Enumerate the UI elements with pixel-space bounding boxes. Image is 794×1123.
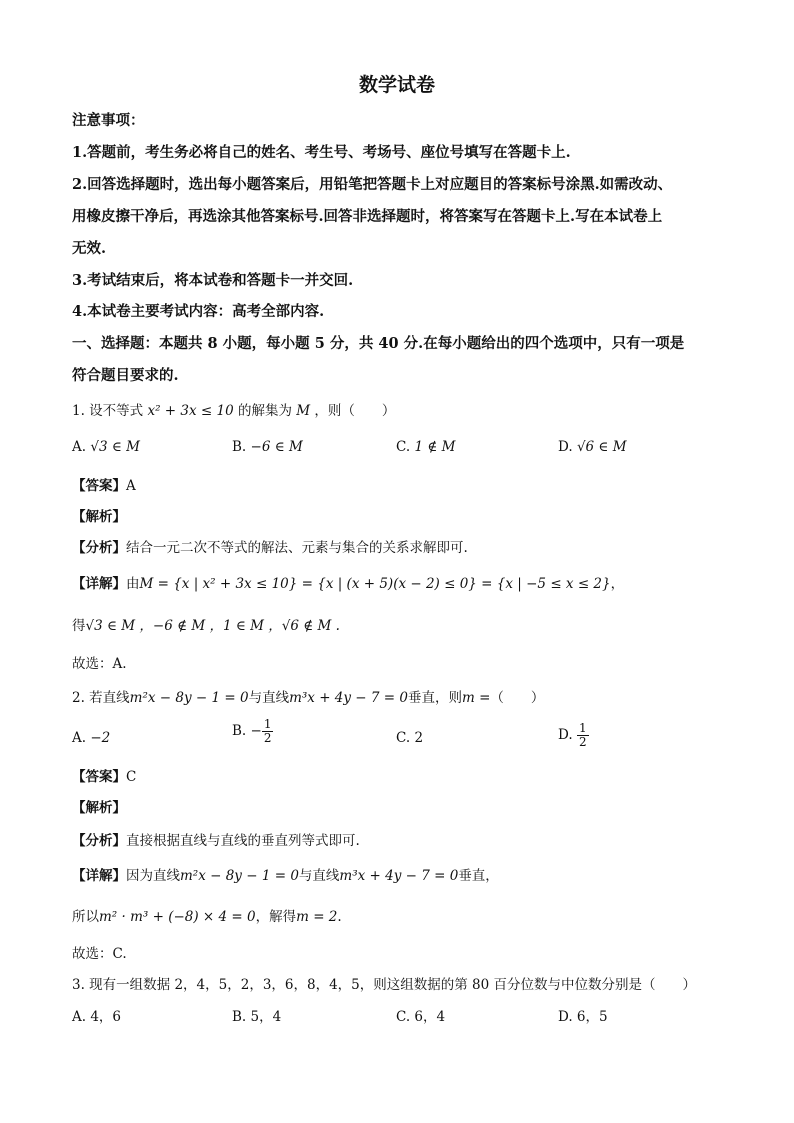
q1-inequality: x² + 3x ≤ 10 bbox=[147, 403, 234, 419]
q1-set-name: M bbox=[296, 403, 311, 419]
q1-option-a bbox=[72, 439, 140, 455]
notice-item-3: 3.考试结束后，将本试卷和答题卡一并交回. bbox=[72, 272, 354, 289]
option-text: −6 ∈ M bbox=[250, 439, 303, 455]
option-text: 1 ∉ M bbox=[414, 439, 456, 455]
detail-mid: 与直线 bbox=[298, 868, 340, 884]
option-label: B. bbox=[232, 439, 247, 455]
q1-fenxi bbox=[72, 536, 468, 556]
option-label: C. bbox=[396, 439, 411, 455]
q3-option-b: B. 5，4 bbox=[232, 1009, 282, 1025]
q2-line2: m³x + 4y − 7 = 0 bbox=[289, 690, 408, 706]
option-label: A. bbox=[72, 730, 87, 746]
answer-label: 【答案】 bbox=[72, 478, 126, 494]
q2-answer bbox=[72, 765, 136, 785]
q3-option-c: C. 6，4 bbox=[396, 1009, 446, 1025]
q3-option-a: A. 4，6 bbox=[72, 1009, 122, 1025]
q2-var: m = bbox=[461, 690, 491, 706]
q2-stem-suffix: （ ） bbox=[490, 690, 545, 706]
so-prefix: 所以 bbox=[72, 909, 99, 925]
option-text: √3 ∈ M bbox=[90, 439, 140, 455]
detail-math: M = {x | x² + 3x ≤ 10} = {x | (x + 5)(x − 2) ≤ 0} = {x | −5 ≤ x ≤ 2} bbox=[139, 576, 611, 592]
q1-choice: 故选：A. bbox=[72, 656, 127, 672]
q2-detail bbox=[72, 864, 499, 884]
section-heading-cont: 符合题目要求的. bbox=[72, 367, 179, 384]
fraction-denominator: 2 bbox=[263, 731, 272, 745]
answer-value: C bbox=[126, 769, 137, 785]
so-end: . bbox=[337, 909, 342, 925]
detail-suffix: ， bbox=[610, 576, 625, 592]
q1-get bbox=[72, 614, 340, 634]
option-text: √6 ∈ M bbox=[576, 439, 627, 455]
q2-choice: 故选：C. bbox=[72, 946, 127, 962]
fenxi-label: 【分析】 bbox=[72, 540, 126, 556]
get-math: √3 ∈ M ，−6 ∉ M ，1 ∈ M ，√6 ∉ M . bbox=[85, 618, 340, 634]
q1-option-b bbox=[232, 439, 303, 455]
answer-value: A bbox=[126, 478, 136, 494]
answer-label: 【答案】 bbox=[72, 769, 126, 785]
notice-item-2-end: 无效. bbox=[72, 240, 107, 257]
q1-detail bbox=[72, 572, 624, 592]
option-text: 2 bbox=[414, 730, 424, 746]
detail-label: 【详解】 bbox=[72, 576, 126, 592]
so-result: m = 2 bbox=[296, 909, 338, 925]
q1-stem-suffix: ，则（ ） bbox=[314, 403, 396, 419]
detail-line1: m²x − 8y − 1 = 0 bbox=[180, 868, 299, 884]
option-label: C. bbox=[396, 730, 411, 746]
section-heading: 一、选择题：本题共 8 小题，每小题 5 分，共 40 分.在每小题给出的四个选项中，只有一项是 bbox=[72, 335, 685, 352]
q2-option-c bbox=[396, 730, 423, 746]
q1-stem-mid: 的解集为 bbox=[237, 403, 292, 419]
q2-option-b bbox=[232, 718, 273, 745]
q1-stem-prefix: 1. 设不等式 bbox=[72, 403, 144, 419]
q2-stem-mid: 与直线 bbox=[248, 690, 290, 706]
q1-answer bbox=[72, 474, 136, 494]
option-text: −2 bbox=[90, 730, 111, 746]
question-3-stem: 3. 现有一组数据 2，4，5，2，3，6，8，4，5，则这组数据的第 80 百分位数与中位数分别是（ ） bbox=[72, 977, 697, 993]
fraction bbox=[577, 722, 589, 749]
notice-item-1: 1.答题前，考生务必将自己的姓名、考生号、考场号、座位号填写在答题卡上. bbox=[72, 144, 571, 161]
q1-analysis-label: 【解析】 bbox=[72, 509, 126, 525]
option-label: B. bbox=[232, 723, 247, 739]
so-math: m² · m³ + (−8) × 4 = 0 bbox=[99, 909, 256, 925]
fraction bbox=[262, 718, 274, 745]
question-1-stem bbox=[72, 399, 395, 419]
q3-option-d: D. 6，5 bbox=[558, 1009, 608, 1025]
q2-stem-mid2: 垂直，则 bbox=[407, 690, 462, 706]
so-mid: ，解得 bbox=[255, 909, 297, 925]
detail-line2: m³x + 4y − 7 = 0 bbox=[339, 868, 459, 884]
notice-heading: 注意事项： bbox=[72, 112, 145, 129]
detail-label: 【详解】 bbox=[72, 868, 126, 884]
option-label: A. bbox=[72, 439, 87, 455]
q2-fenxi bbox=[72, 829, 360, 849]
option-label: D. bbox=[558, 439, 573, 455]
fenxi-text: 结合一元二次不等式的解法、元素与集合的关系求解即可. bbox=[126, 540, 468, 556]
detail-prefix: 因为直线 bbox=[126, 868, 180, 884]
fenxi-label: 【分析】 bbox=[72, 833, 126, 849]
question-2-stem bbox=[72, 686, 544, 706]
q1-option-d bbox=[558, 439, 627, 455]
notice-item-4: 4.本试卷主要考试内容：高考全部内容. bbox=[72, 303, 325, 320]
fraction-denominator: 2 bbox=[578, 735, 587, 749]
q2-so bbox=[72, 905, 342, 925]
fraction-numerator: 1 bbox=[263, 717, 272, 731]
q2-option-d bbox=[558, 722, 589, 749]
get-prefix: 得 bbox=[72, 618, 86, 634]
page-title: 数学试卷 bbox=[358, 74, 435, 96]
notice-item-2: 2.回答选择题时，选出每小题答案后，用铅笔把答题卡上对应题目的答案标号涂黑.如需改动、 bbox=[72, 176, 673, 193]
q1-option-c bbox=[396, 439, 455, 455]
option-sign: − bbox=[250, 723, 262, 739]
detail-suffix: 垂直， bbox=[458, 868, 499, 884]
fraction-numerator: 1 bbox=[578, 721, 587, 735]
q2-line1: m²x − 8y − 1 = 0 bbox=[129, 690, 249, 706]
q2-stem-prefix: 2. 若直线 bbox=[72, 690, 130, 706]
option-label: D. bbox=[558, 727, 573, 743]
detail-prefix: 由 bbox=[126, 576, 140, 592]
q2-option-a bbox=[72, 730, 110, 746]
fenxi-text: 直接根据直线与直线的垂直列等式即可. bbox=[126, 833, 360, 849]
q2-analysis-label: 【解析】 bbox=[72, 800, 126, 816]
notice-item-2-cont: 用橡皮擦干净后，再选涂其他答案标号.回答非选择题时，将答案写在答题卡上.写在本试卷上 bbox=[72, 208, 663, 225]
